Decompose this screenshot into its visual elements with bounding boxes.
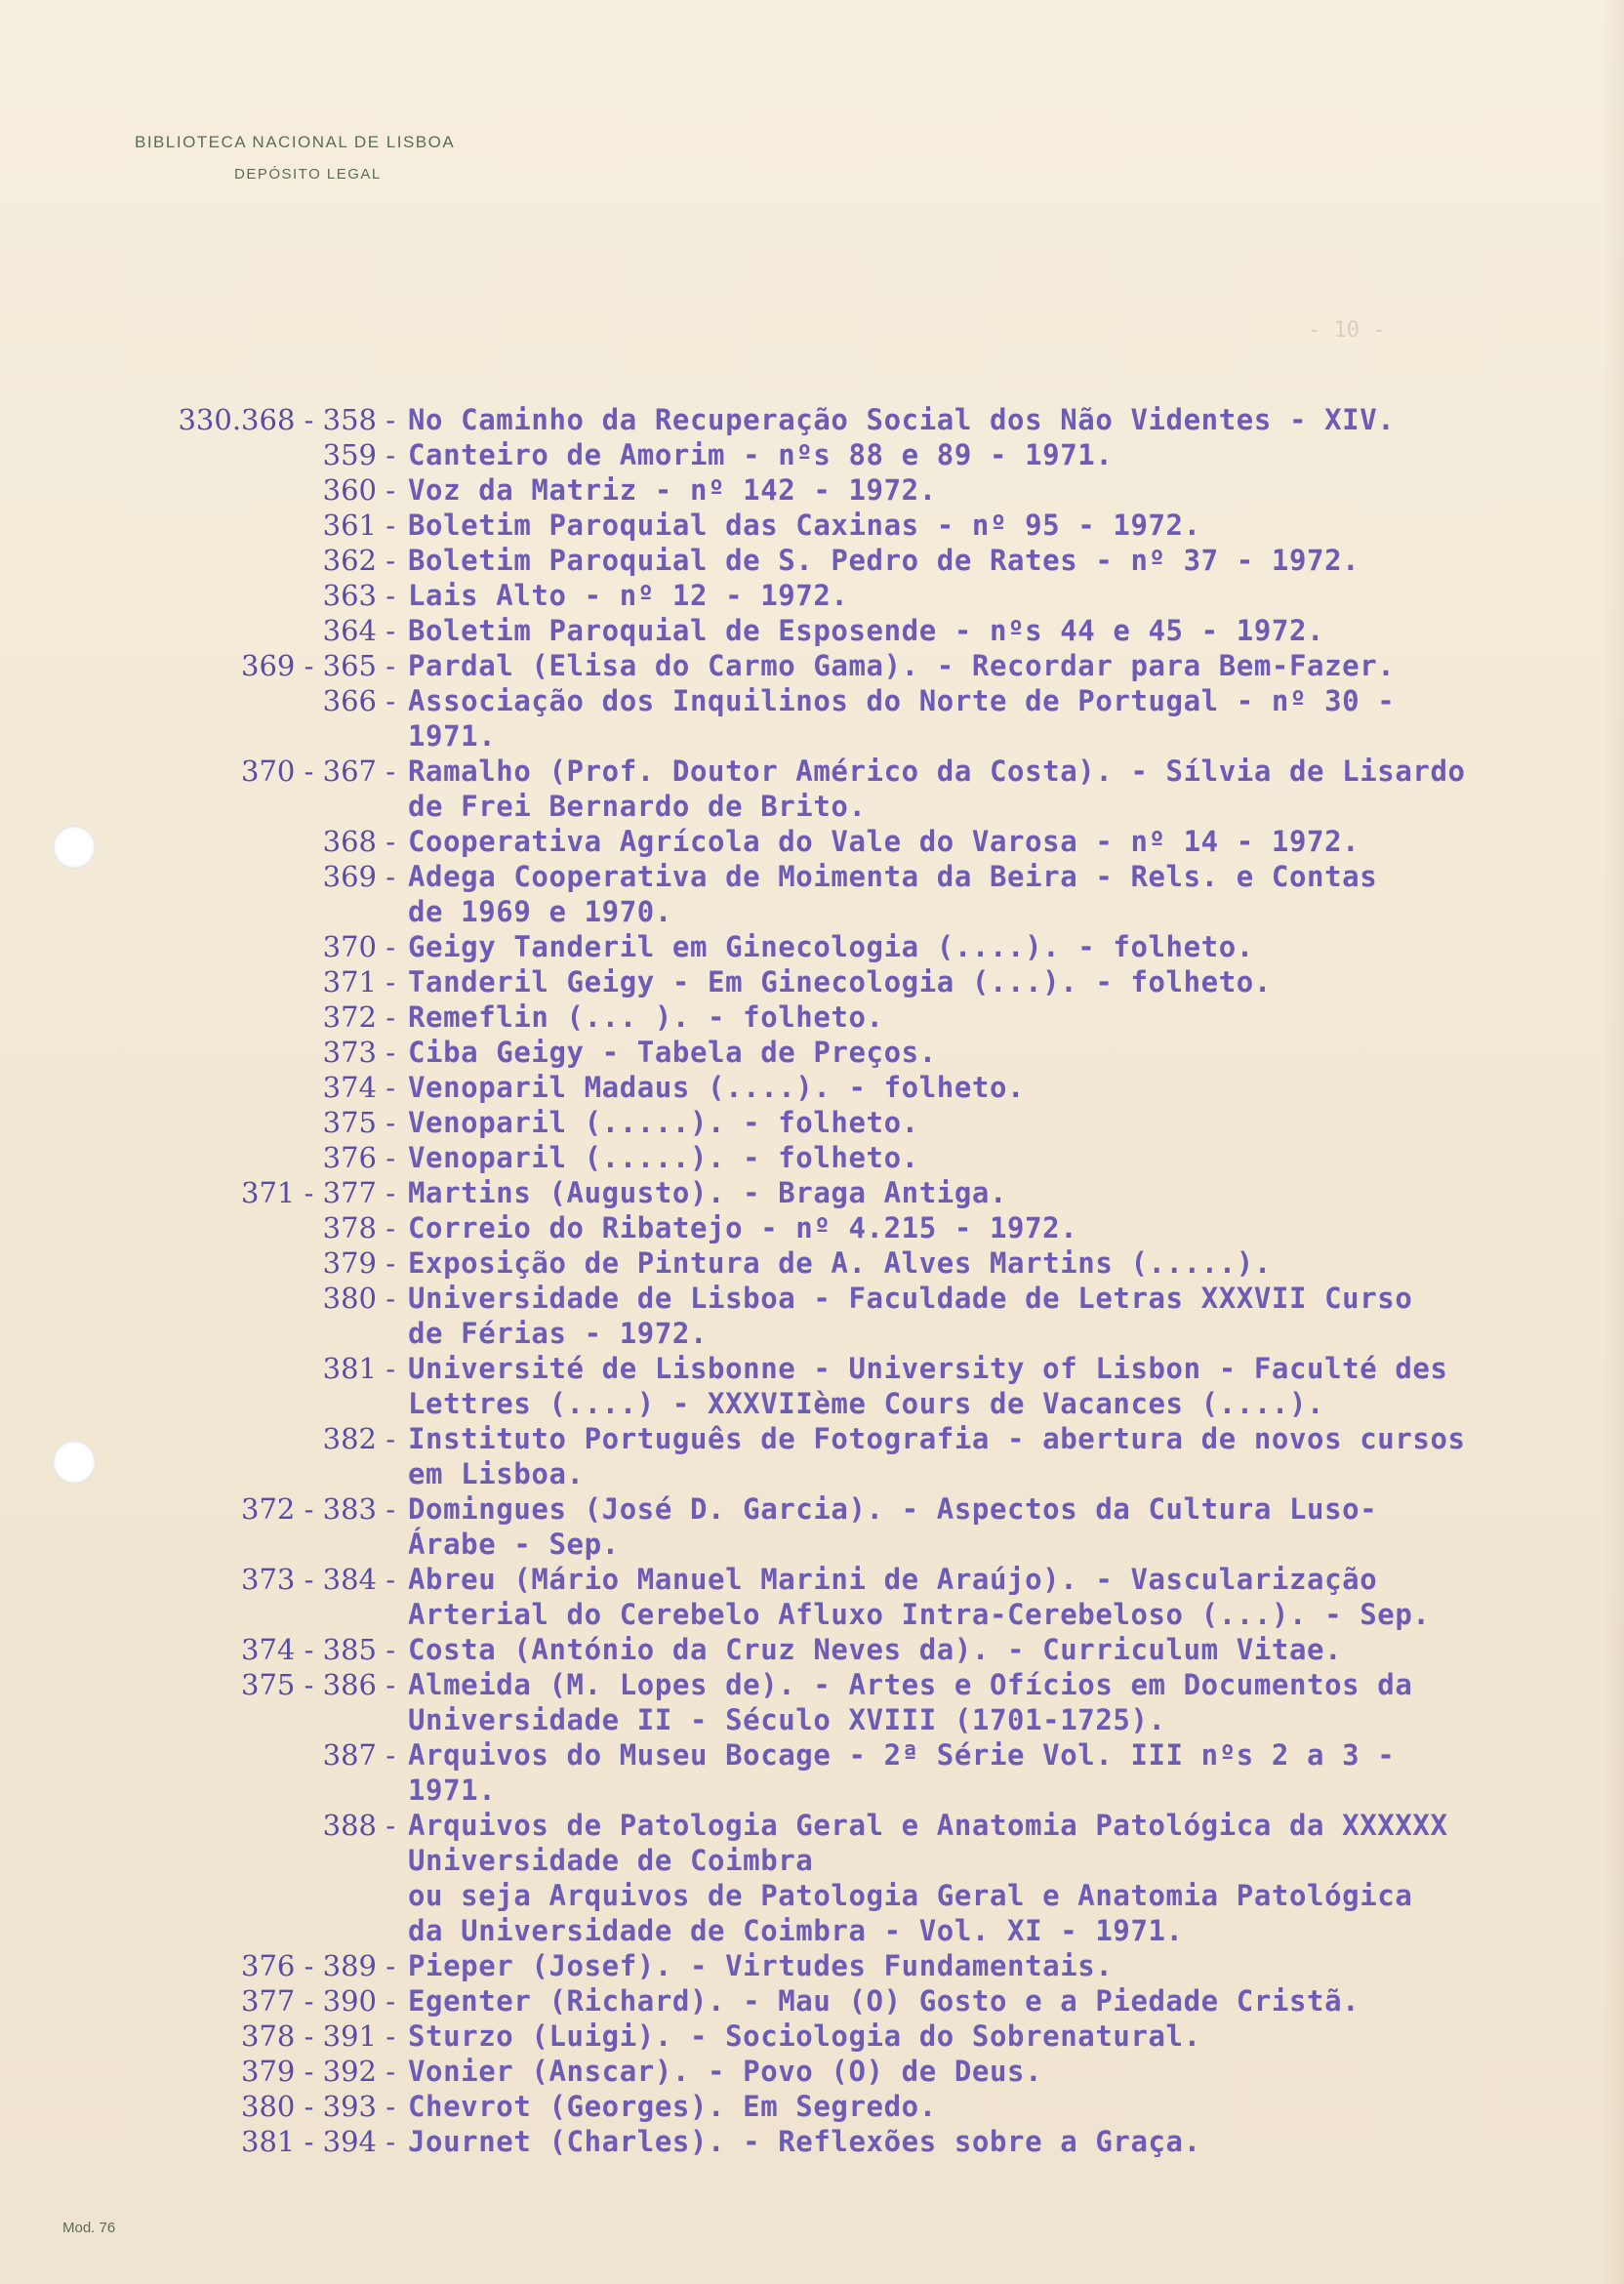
handwritten-numbers: 371 - bbox=[322, 965, 395, 999]
catalog-entry-line bbox=[0, 683, 1624, 718]
catalog-entry-line bbox=[0, 1421, 1624, 1456]
handwritten-numbers: 378 - 391 - bbox=[241, 2019, 395, 2053]
typed-entry-text: 1971. bbox=[408, 719, 497, 753]
catalog-entry-line bbox=[0, 859, 1624, 894]
handwritten-numbers: 380 - bbox=[322, 1282, 395, 1315]
typed-entry-text: Geigy Tanderil em Ginecologia (....). - folheto. bbox=[408, 930, 1254, 963]
typed-entry-text: Lettres (....) - XXXVIIème Cours de Vacances (....). bbox=[408, 1387, 1325, 1420]
typed-entry-text: Arquivos de Patologia Geral e Anatomia Patológica da XXXXXX bbox=[408, 1809, 1448, 1842]
catalog-entry-line bbox=[0, 1316, 1624, 1351]
handwritten-numbers: 368 - bbox=[322, 825, 395, 858]
catalog-entry-line bbox=[0, 754, 1624, 789]
catalog-entry-line bbox=[0, 402, 1624, 437]
typed-entry-text: Ramalho (Prof. Doutor Américo da Costa). - Sílvia de Lisardo bbox=[408, 755, 1466, 788]
catalog-entry-line bbox=[0, 578, 1624, 613]
catalog-entry-line bbox=[0, 929, 1624, 964]
handwritten-numbers: 363 - bbox=[322, 579, 395, 612]
typed-entry-text: Venoparil Madaus (....). - folheto. bbox=[408, 1071, 1026, 1104]
typed-entry-text: Universidade II - Século XVIII (1701-1725). bbox=[408, 1703, 1166, 1736]
typed-entry-text: Journet (Charles). - Reflexões sobre a Graça. bbox=[408, 2125, 1201, 2158]
typed-entry-text: No Caminho da Recuperação Social dos Não Videntes - XIV. bbox=[408, 403, 1396, 436]
typed-entry-text: Correio do Ribatejo - nº 4.215 - 1972. bbox=[408, 1211, 1078, 1244]
catalog-entry-line bbox=[0, 1562, 1624, 1597]
catalog-entry-line bbox=[0, 1175, 1624, 1210]
handwritten-numbers: 375 - 386 - bbox=[241, 1668, 395, 1701]
catalog-entry-line bbox=[0, 789, 1624, 824]
catalog-entry-line bbox=[0, 543, 1624, 578]
handwritten-numbers: 381 - 394 - bbox=[241, 2125, 395, 2158]
handwritten-numbers: 387 - bbox=[322, 1738, 395, 1772]
catalog-entry-line bbox=[0, 1140, 1624, 1175]
typed-entry-text: Chevrot (Georges). Em Segredo. bbox=[408, 2090, 937, 2123]
typed-entry-text: Venoparil (.....). - folheto. bbox=[408, 1141, 919, 1174]
catalog-entry-line bbox=[0, 437, 1624, 472]
handwritten-numbers: 364 - bbox=[322, 614, 395, 647]
typed-entry-text: Costa (António da Cruz Neves da). - Curriculum Vitae. bbox=[408, 1633, 1343, 1666]
handwritten-numbers: 372 - bbox=[322, 1000, 395, 1034]
typed-entry-text: Egenter (Richard). - Mau (O) Gosto e a Piedade Cristã. bbox=[408, 1984, 1360, 2018]
catalog-entry-line bbox=[0, 1070, 1624, 1105]
catalog-entry-line bbox=[0, 1210, 1624, 1245]
typed-entry-text: Tanderil Geigy - Em Ginecologia (...). - folheto. bbox=[408, 965, 1272, 999]
handwritten-numbers: 379 - 392 - bbox=[241, 2055, 395, 2088]
typed-entry-text: Universidade de Coimbra bbox=[408, 1844, 814, 1877]
handwritten-numbers: 388 - bbox=[322, 1809, 395, 1842]
catalog-entry-line bbox=[0, 1948, 1624, 1983]
catalog-entry-line bbox=[0, 718, 1624, 754]
page-number: - 10 - bbox=[1308, 318, 1386, 343]
typed-entry-text: Arterial do Cerebelo Afluxo Intra-Cerebeloso (...). - Sep. bbox=[408, 1598, 1431, 1631]
catalog-entry-line bbox=[0, 824, 1624, 859]
catalog-entry-line bbox=[0, 1351, 1624, 1386]
typed-entry-text: Université de Lisbonne - University of Lisbon - Faculté des bbox=[408, 1352, 1448, 1385]
catalog-entry-line bbox=[0, 964, 1624, 999]
catalog-entry-line bbox=[0, 1702, 1624, 1737]
handwritten-numbers: 381 - bbox=[322, 1352, 395, 1385]
typed-entry-text: de Frei Bernardo de Brito. bbox=[408, 790, 867, 823]
handwritten-numbers: 375 - bbox=[322, 1106, 395, 1139]
catalog-entry-line bbox=[0, 1773, 1624, 1808]
letterhead bbox=[135, 133, 456, 183]
typed-entry-text: Lais Alto - nº 12 - 1972. bbox=[408, 579, 849, 612]
typed-entry-text: Boletim Paroquial das Caxinas - nº 95 - 1972. bbox=[408, 509, 1201, 542]
typed-entry-text: Associação dos Inquilinos do Norte de Portugal - nº 30 - bbox=[408, 684, 1396, 717]
catalog-entry-line bbox=[0, 999, 1624, 1035]
typed-entry-text: Remeflin (... ). - folheto. bbox=[408, 1000, 884, 1034]
typed-entry-text: Vonier (Anscar). - Povo (O) de Deus. bbox=[408, 2055, 1043, 2088]
typed-entry-text: Árabe - Sep. bbox=[408, 1528, 620, 1561]
handwritten-numbers: 382 - bbox=[322, 1422, 395, 1455]
handwritten-numbers: 379 - bbox=[322, 1246, 395, 1280]
handwritten-numbers: 361 - bbox=[322, 509, 395, 542]
typed-entry-text: de Férias - 1972. bbox=[408, 1317, 709, 1350]
handwritten-numbers: 376 - bbox=[322, 1141, 395, 1174]
catalog-entry-line bbox=[0, 2019, 1624, 2054]
catalog-entry-line bbox=[0, 1632, 1624, 1667]
handwritten-numbers: 370 - bbox=[322, 930, 395, 963]
typed-entry-text: Cooperativa Agrícola do Vale do Varosa - nº 14 - 1972. bbox=[408, 825, 1360, 858]
handwritten-numbers: 374 - bbox=[322, 1071, 395, 1104]
handwritten-numbers: 370 - 367 - bbox=[241, 755, 395, 788]
catalog-entry-line bbox=[0, 1983, 1624, 2019]
handwritten-numbers: 380 - 393 - bbox=[241, 2090, 395, 2123]
catalog-entry-line bbox=[0, 2124, 1624, 2159]
catalog-entry-line bbox=[0, 1281, 1624, 1316]
typed-entry-text: Voz da Matriz - nº 142 - 1972. bbox=[408, 473, 937, 507]
typed-entry-text: Exposição de Pintura de A. Alves Martins (.....). bbox=[408, 1246, 1272, 1280]
catalog-entry-line bbox=[0, 1035, 1624, 1070]
catalog-entry-line bbox=[0, 894, 1624, 929]
catalog-entry-line bbox=[0, 613, 1624, 648]
typed-entry-text: Pardal (Elisa do Carmo Gama). - Recordar para Bem-Fazer. bbox=[408, 649, 1396, 682]
typed-entry-text: da Universidade de Coimbra - Vol. XI - 1971. bbox=[408, 1914, 1184, 1947]
typed-entry-text: Ciba Geigy - Tabela de Preços. bbox=[408, 1036, 937, 1069]
handwritten-numbers: 369 - bbox=[322, 860, 395, 893]
handwritten-numbers: 374 - 385 - bbox=[241, 1633, 395, 1666]
typed-entry-text: Universidade de Lisboa - Faculdade de Letras XXXVII Curso bbox=[408, 1282, 1413, 1315]
typed-entry-text: Domingues (José D. Garcia). - Aspectos da Cultura Luso- bbox=[408, 1492, 1378, 1526]
typed-entry-text: ou seja Arquivos de Patologia Geral e Anatomia Patológica bbox=[408, 1879, 1413, 1912]
typed-entry-text: de 1969 e 1970. bbox=[408, 895, 672, 928]
typed-entry-text: em Lisboa. bbox=[408, 1457, 585, 1490]
typed-entry-text: 1971. bbox=[408, 1774, 497, 1807]
form-model-label: Mod. 76 bbox=[62, 2220, 116, 2236]
catalog-entry-line bbox=[0, 1737, 1624, 1773]
typed-entry-text: Boletim Paroquial de Esposende - nºs 44 e 45 - 1972. bbox=[408, 614, 1325, 647]
handwritten-numbers: 373 - 384 - bbox=[241, 1563, 395, 1596]
catalog-entry-line bbox=[0, 1843, 1624, 1878]
catalog-entry-line bbox=[0, 1667, 1624, 1702]
catalog-entry-line bbox=[0, 1386, 1624, 1421]
handwritten-numbers: 360 - bbox=[322, 473, 395, 507]
letterhead-title: BIBLIOTECA NACIONAL DE LISBOA bbox=[135, 133, 456, 151]
handwritten-numbers: 330.368 - 358 - bbox=[178, 403, 395, 436]
catalog-entry-line bbox=[0, 1527, 1624, 1562]
catalog-entry-line bbox=[0, 1913, 1624, 1948]
typed-entry-text: Abreu (Mário Manuel Marini de Araújo). - Vascularização bbox=[408, 1563, 1378, 1596]
handwritten-numbers: 366 - bbox=[322, 684, 395, 717]
catalog-entry-line bbox=[0, 648, 1624, 683]
catalog-entry-line bbox=[0, 1105, 1624, 1140]
handwritten-numbers: 369 - 365 - bbox=[241, 649, 395, 682]
handwritten-numbers: 378 - bbox=[322, 1211, 395, 1244]
handwritten-numbers: 373 - bbox=[322, 1036, 395, 1069]
catalog-entry-line bbox=[0, 1245, 1624, 1281]
handwritten-numbers: 359 - bbox=[322, 438, 395, 471]
catalog-entry-line bbox=[0, 1491, 1624, 1527]
handwritten-numbers: 371 - 377 - bbox=[241, 1176, 395, 1209]
catalog-entry-line bbox=[0, 472, 1624, 508]
catalog-entry-line bbox=[0, 1808, 1624, 1843]
typed-entry-text: Almeida (M. Lopes de). - Artes e Ofícios em Documentos da bbox=[408, 1668, 1413, 1701]
typed-entry-text: Instituto Português de Fotografia - abertura de novos cursos bbox=[408, 1422, 1466, 1455]
letterhead-subtitle: DEPÓSITO LEGAL bbox=[234, 166, 382, 183]
typed-entry-text: Martins (Augusto). - Braga Antiga. bbox=[408, 1176, 1008, 1209]
catalog-entry-line bbox=[0, 2089, 1624, 2124]
typed-entry-text: Canteiro de Amorim - nºs 88 e 89 - 1971. bbox=[408, 438, 1114, 471]
typed-entry-text: Adega Cooperativa de Moimenta da Beira - Rels. e Contas bbox=[408, 860, 1378, 893]
handwritten-numbers: 362 - bbox=[322, 544, 395, 577]
handwritten-numbers: 372 - 383 - bbox=[241, 1492, 395, 1526]
typed-entry-text: Venoparil (.....). - folheto. bbox=[408, 1106, 919, 1139]
handwritten-numbers: 376 - 389 - bbox=[241, 1949, 395, 1982]
typed-entry-text: Pieper (Josef). - Virtudes Fundamentais. bbox=[408, 1949, 1114, 1982]
typed-entry-text: Boletim Paroquial de S. Pedro de Rates - nº 37 - 1972. bbox=[408, 544, 1360, 577]
catalog-entry-line bbox=[0, 1456, 1624, 1491]
handwritten-numbers: 377 - 390 - bbox=[241, 1984, 395, 2018]
typed-entry-text: Sturzo (Luigi). - Sociologia do Sobrenatural. bbox=[408, 2019, 1201, 2053]
typed-entry-text: Arquivos do Museu Bocage - 2ª Série Vol. III nºs 2 a 3 - bbox=[408, 1738, 1396, 1772]
catalog-entry-line bbox=[0, 2054, 1624, 2089]
catalog-entry-line bbox=[0, 508, 1624, 543]
catalog-entry-line bbox=[0, 1597, 1624, 1632]
catalog-entry-line bbox=[0, 1878, 1624, 1913]
